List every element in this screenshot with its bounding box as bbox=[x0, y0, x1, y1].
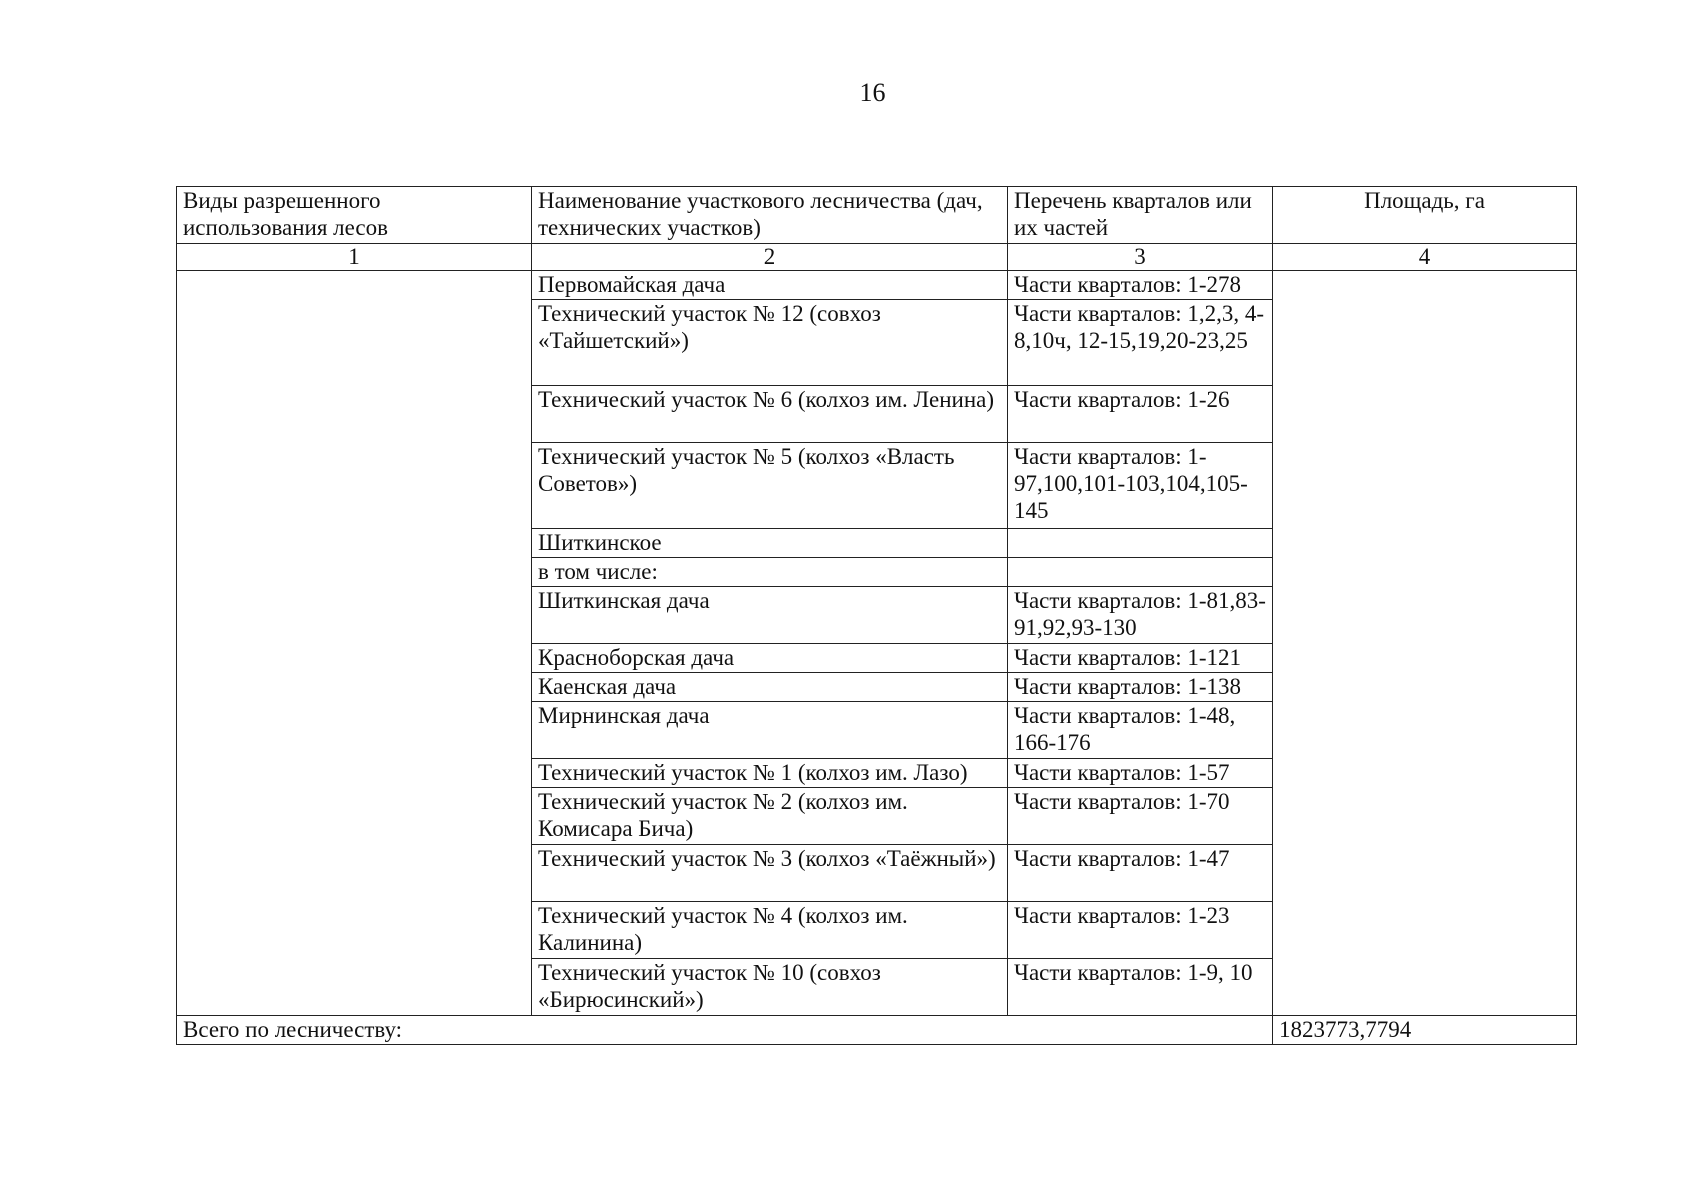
header-quarters: Перечень кварталов или их частей bbox=[1008, 187, 1273, 244]
forestry-name-cell: Технический участок № 1 (колхоз им. Лазо) bbox=[532, 759, 1008, 788]
quarters-cell: Части кварталов: 1-48, 166-176 bbox=[1008, 702, 1273, 759]
header-forestry-name: Наименование участкового лесничества (дач, технических участков) bbox=[532, 187, 1008, 244]
use-type-cell-empty bbox=[177, 271, 532, 1016]
quarters-cell: Части кварталов: 1-9, 10 bbox=[1008, 959, 1273, 1016]
forestry-name-cell: Мирнинская дача bbox=[532, 702, 1008, 759]
table-row bbox=[177, 271, 1577, 300]
total-value: 1823773,7794 bbox=[1273, 1016, 1577, 1045]
forestry-name-cell: Технический участок № 10 (совхоз «Бирюсинский») bbox=[532, 959, 1008, 1016]
forestry-name-cell: Технический участок № 5 (колхоз «Власть Советов») bbox=[532, 443, 1008, 529]
total-label: Всего по лесничеству: bbox=[177, 1016, 1273, 1045]
forestry-name-cell: Технический участок № 6 (колхоз им. Ленина) bbox=[532, 386, 1008, 443]
total-row bbox=[177, 1016, 1577, 1045]
quarters-cell bbox=[1008, 529, 1273, 558]
forestry-name-cell: Красноборская дача bbox=[532, 644, 1008, 673]
quarters-cell: Части кварталов: 1-47 bbox=[1008, 845, 1273, 902]
quarters-cell: Части кварталов: 1-23 bbox=[1008, 902, 1273, 959]
column-number: 1 bbox=[177, 244, 532, 271]
forest-use-table bbox=[176, 186, 1577, 1045]
forestry-name-cell: Технический участок № 2 (колхоз им. Комисара Бича) bbox=[532, 788, 1008, 845]
forestry-name-cell: в том числе: bbox=[532, 558, 1008, 587]
quarters-cell: Части кварталов: 1,2,3, 4-8,10ч, 12-15,19,20-23,25 bbox=[1008, 300, 1273, 386]
forestry-name-cell: Шиткинское bbox=[532, 529, 1008, 558]
forestry-name-cell: Первомайская дача bbox=[532, 271, 1008, 300]
quarters-cell: Части кварталов: 1-70 bbox=[1008, 788, 1273, 845]
quarters-cell: Части кварталов: 1-81,83-91,92,93-130 bbox=[1008, 587, 1273, 644]
header-area: Площадь, га bbox=[1273, 187, 1577, 244]
forestry-name-cell: Каенская дача bbox=[532, 673, 1008, 702]
forestry-name-cell: Технический участок № 3 (колхоз «Таёжный») bbox=[532, 845, 1008, 902]
column-number: 4 bbox=[1273, 244, 1577, 271]
header-use-type: Виды разрешенного использования лесов bbox=[177, 187, 532, 244]
area-cell-empty bbox=[1273, 271, 1577, 1016]
column-number-row bbox=[177, 244, 1577, 271]
table-header-row bbox=[177, 187, 1577, 244]
quarters-cell: Части кварталов: 1-57 bbox=[1008, 759, 1273, 788]
column-number: 3 bbox=[1008, 244, 1273, 271]
quarters-cell: Части кварталов: 1-26 bbox=[1008, 386, 1273, 443]
quarters-cell bbox=[1008, 558, 1273, 587]
quarters-cell: Части кварталов: 1-121 bbox=[1008, 644, 1273, 673]
quarters-cell: Части кварталов: 1-278 bbox=[1008, 271, 1273, 300]
forestry-name-cell: Технический участок № 4 (колхоз им. Калинина) bbox=[532, 902, 1008, 959]
column-number: 2 bbox=[532, 244, 1008, 271]
quarters-cell: Части кварталов: 1-138 bbox=[1008, 673, 1273, 702]
forestry-name-cell: Технический участок № 12 (совхоз «Тайшетский») bbox=[532, 300, 1008, 386]
forestry-name-cell: Шиткинская дача bbox=[532, 587, 1008, 644]
page-number: 16 bbox=[859, 78, 886, 107]
quarters-cell: Части кварталов: 1-97,100,101-103,104,105-145 bbox=[1008, 443, 1273, 529]
